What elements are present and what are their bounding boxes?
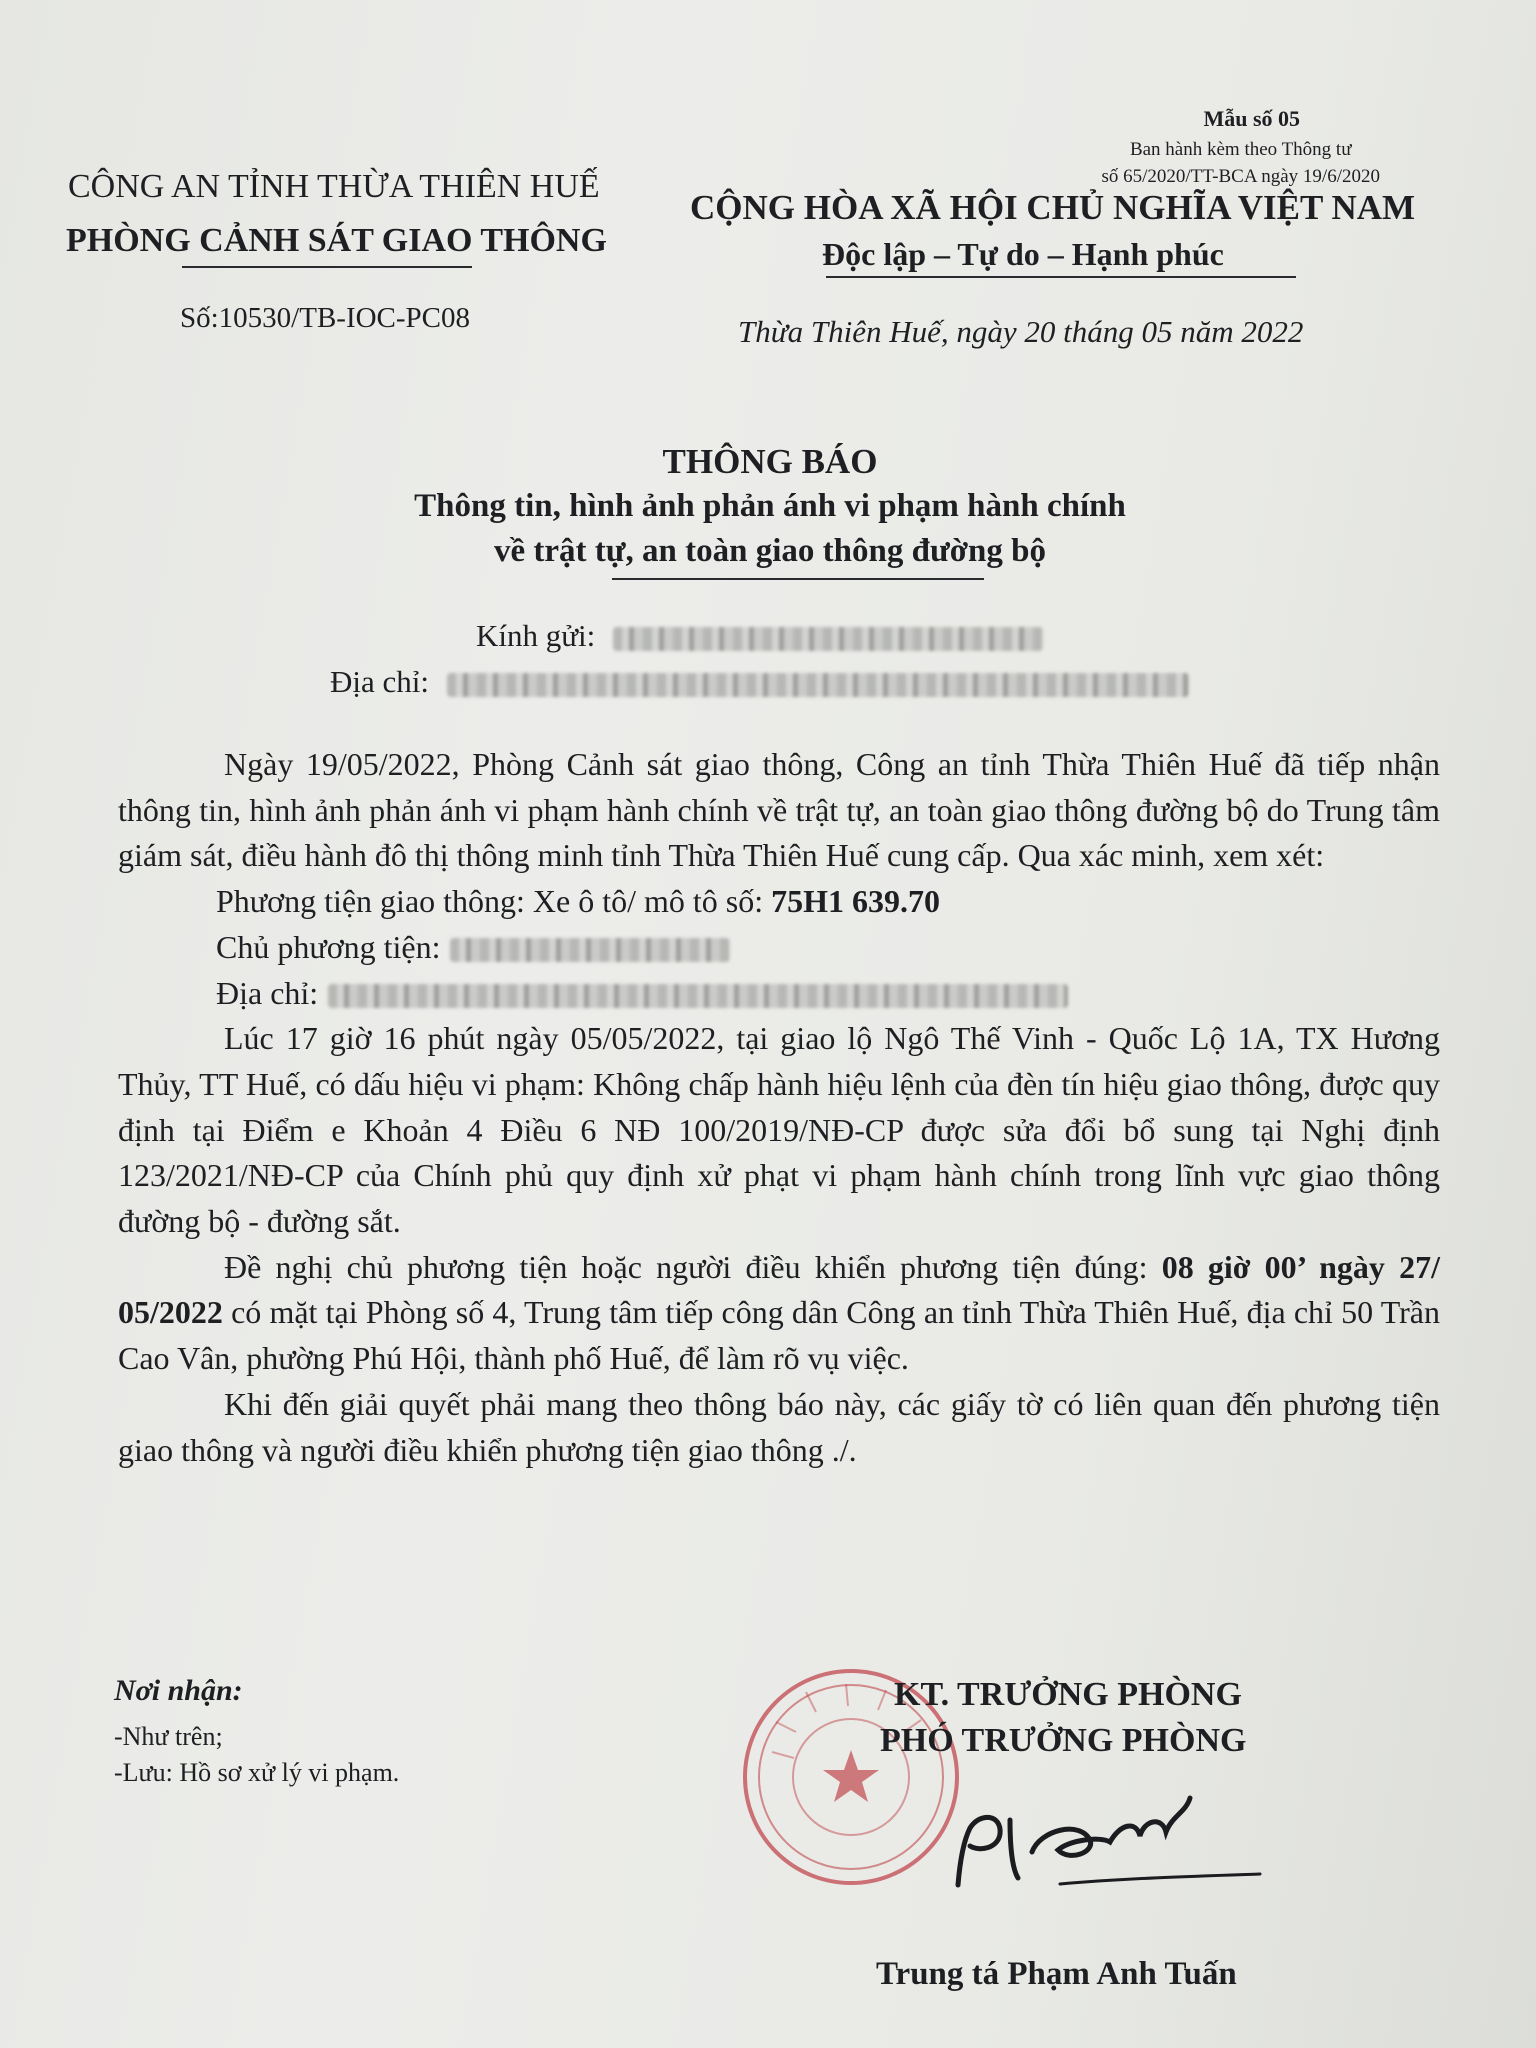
body-paragraph-violation: Lúc 17 giờ 16 phút ngày 05/05/2022, tại giao lộ Ngô Thế Vinh - Quốc Lộ 1A, TX Hương Thủy, TT Huế, có dấu hiệu vi phạm: Không chấp hành hiệu lệnh của đèn tín hiệu giao thông, được quy định tại Điểm e Khoản 4 Điều 6 NĐ 100/2019/NĐ-CP được sửa đổi bổ sung tại Nghị định 123/2021/NĐ-CP của Chính phủ quy định xử phạt vi phạm hành chính trong lĩnh vực giao thông đường bộ - đường sắt. <box>118 1020 1440 1240</box>
body-paragraph-summons <box>118 1245 1440 1382</box>
redacted-recipient-name <box>613 627 1043 651</box>
recipient-item-2: -Lưu: Hồ sơ xử lý vi phạm. <box>114 1758 400 1787</box>
issuing-department: PHÒNG CẢNH SÁT GIAO THÔNG <box>66 222 607 259</box>
title-underline <box>612 578 984 580</box>
recipient-address-label: Địa chỉ: <box>330 664 429 699</box>
national-motto: Độc lập – Tự do – Hạnh phúc <box>822 236 1224 272</box>
recipients-title: Nơi nhận: <box>114 1674 243 1707</box>
redacted-owner-name <box>450 938 730 962</box>
vehicle-line <box>118 879 1440 925</box>
summons-text-end: có mặt tại Phòng số 4, Trung tâm tiếp công dân Công an tỉnh Thừa Thiên Huế, địa chỉ 50 Trần Cao Vân, phường Phú Hội, thành phố Huế, để làm rõ vụ việc. <box>118 1294 1440 1377</box>
owner-label: Chủ phương tiện: <box>216 928 441 965</box>
notice-body <box>118 742 1440 1473</box>
summons-time: 08 giờ 00’ ngày 27/ 05/2022 <box>118 1248 1440 1331</box>
owner-address-line <box>118 971 1440 1017</box>
document-subtitle-line-2: về trật tự, an toàn giao thông đường bộ <box>493 533 1046 569</box>
recipient-line <box>476 618 1043 654</box>
redacted-recipient-address <box>447 673 1189 697</box>
handwritten-signature-icon <box>940 1790 1270 1900</box>
recipient-address-line <box>330 664 1189 700</box>
form-issued-line-1: Ban hành kèm theo Thông tư <box>1129 139 1352 160</box>
summons-text-start: Đề nghị chủ phương tiện hoặc người điều khiển phương tiện đúng: <box>224 1248 1162 1285</box>
motto-underline <box>826 276 1296 278</box>
vehicle-plate: 75H1 639.70 <box>771 883 941 920</box>
document-subtitle-line-1: Thông tin, hình ảnh phản ánh vi phạm hành chính <box>414 488 1126 524</box>
form-number: Mẫu số 05 <box>1203 106 1300 131</box>
body-paragraph-requirements: Khi đến giải quyết phải mang theo thông báo này, các giấy tờ có liên quan đến phương tiện giao thông và người điều khiển phương tiện giao thông ./. <box>118 1385 1440 1468</box>
national-title: CỘNG HÒA XÃ HỘI CHỦ NGHĨA VIỆT NAM <box>690 188 1416 227</box>
document-title: THÔNG BÁO <box>662 442 878 481</box>
vehicle-label: Phương tiện giao thông: Xe ô tô/ mô tô số: <box>216 883 772 920</box>
department-underline <box>182 266 472 268</box>
document-number: Số:10530/TB-IOC-PC08 <box>180 302 471 334</box>
redacted-owner-address <box>328 984 1068 1008</box>
signer-name: Trung tá Phạm Anh Tuấn <box>876 1956 1237 1992</box>
parent-organization: CÔNG AN TỈNH THỪA THIÊN HUẾ <box>68 168 600 205</box>
owner-address-label: Địa chỉ: <box>216 974 319 1011</box>
place-and-date: Thừa Thiên Huế, ngày 20 tháng 05 năm 2022 <box>738 314 1304 349</box>
recipient-label: Kính gửi: <box>476 618 596 653</box>
owner-line <box>118 925 1440 971</box>
recipient-item-1: -Như trên; <box>114 1722 223 1751</box>
form-issued-line-2: số 65/2020/TT-BCA ngày 19/6/2020 <box>1101 166 1380 187</box>
signer-role-line-1: KT. TRƯỞNG PHÒNG <box>894 1676 1242 1713</box>
body-paragraph-intro: Ngày 19/05/2022, Phòng Cảnh sát giao thông, Công an tỉnh Thừa Thiên Huế đã tiếp nhận thông tin, hình ảnh phản ánh vi phạm hành chính về trật tự, an toàn giao thông đường bộ do Trung tâm giám sát, điều hành đô thị thông minh tỉnh Thừa Thiên Huế cung cấp. Qua xác minh, xem xét: <box>118 746 1440 874</box>
form-issued-note <box>1101 136 1380 190</box>
signer-role-line-2: PHÓ TRƯỞNG PHÒNG <box>880 1722 1247 1759</box>
